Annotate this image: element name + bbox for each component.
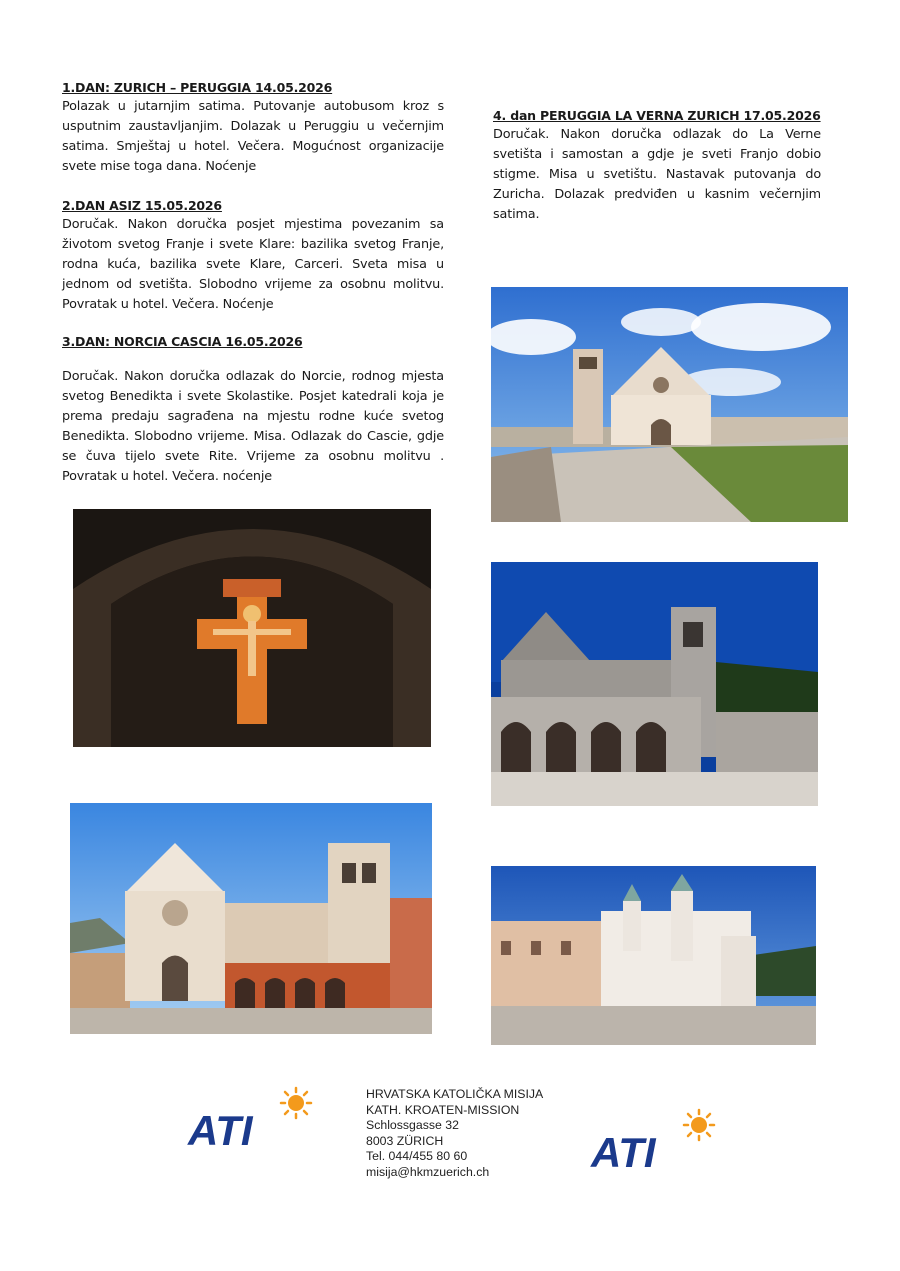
day-2-section [62, 198, 444, 315]
address-line-1: HRVATSKA KATOLIČKA MISIJA [366, 1087, 544, 1101]
day-3-section [62, 334, 444, 487]
cascia-basilica-photo [491, 866, 816, 1045]
day-4-text: Doručak. Nakon doručka odlazak do La Verne svetišta i samostan a gdje je sveti Franjo dobio stigme. Misa u svetištu. Nastavak putovanja do Zuricha. Dolazak predviđen u kasnim večernjim satima. [493, 127, 821, 222]
day-2-text: Doručak. Nakon doručka posjet mjestima povezanim sa životom svetog Franje i svete Klare: bazilika svetog Franje, rodna kuća, bazilika svete Klare, Carceri. Sveta misa u jednom od svetišta. Slobodno vrijeme za osobnu molitvu. Povratak u hotel. Večera. Noćenje [62, 217, 444, 312]
email-link[interactable]: misija@hkmzuerich.ch [366, 1164, 490, 1179]
la-verna-sanctuary-photo [491, 562, 818, 806]
day-4-section [493, 108, 821, 225]
assisi-basilica-photo [491, 287, 848, 522]
day-1-text: Polazak u jutarnjim satima. Putovanje autobusom kroz s usputnim zaustavljanjim. Dolazak u Peruggiu u večernjim satima. Smještaj u hotel. Večera. Mogućnost organizacije svete mise toga dana. Noćenje [62, 99, 444, 174]
address-line-3: Schlossgasse 32 [366, 1118, 459, 1132]
san-damiano-crucifix-photo [73, 509, 431, 747]
day-4-title: 4. dan PERUGGIA LA VERNA ZURICH 17.05.2026 [493, 108, 821, 123]
day-3-text: Doručak. Nakon doručka odlazak do Norcie, rodnog mjesta svetog Benedikta i svete Skolastike. Posjet katedrali koja je prema predaju sagrađena na mjestu rodne kuće svetog Benedikta. Slobodno vrijeme. Misa. Odlazak do Cascie, gdje se čuva tijelo svete Rite. Vrijeme za osobnu molitvu . Povratak u hotel. Večera. noćenje [62, 369, 444, 484]
day-3-title: 3.DAN: NORCIA CASCIA 16.05.2026 [62, 334, 303, 349]
address-line-2: KATH. KROATEN-MISSION [366, 1102, 520, 1117]
norcia-basilica-photo [70, 803, 432, 1034]
day-2-title: 2.DAN ASIZ 15.05.2026 [62, 198, 222, 213]
sun-icon [684, 1110, 714, 1140]
ati-logo-text-right: ATI [591, 1129, 656, 1175]
ati-logo-right [587, 1105, 727, 1175]
phone-line: Tel. 044/455 80 60 [366, 1149, 468, 1163]
day-1-title: 1.DAN: ZURICH – PERUGGIA 14.05.2026 [62, 80, 333, 95]
address-line-4: 8003 ZÜRICH [366, 1133, 444, 1148]
ati-logo-text-left: ATI [188, 1107, 253, 1153]
ati-logo-left [184, 1083, 324, 1153]
mission-address [366, 1087, 543, 1180]
day-1-section [62, 80, 444, 177]
sun-icon [281, 1088, 311, 1118]
